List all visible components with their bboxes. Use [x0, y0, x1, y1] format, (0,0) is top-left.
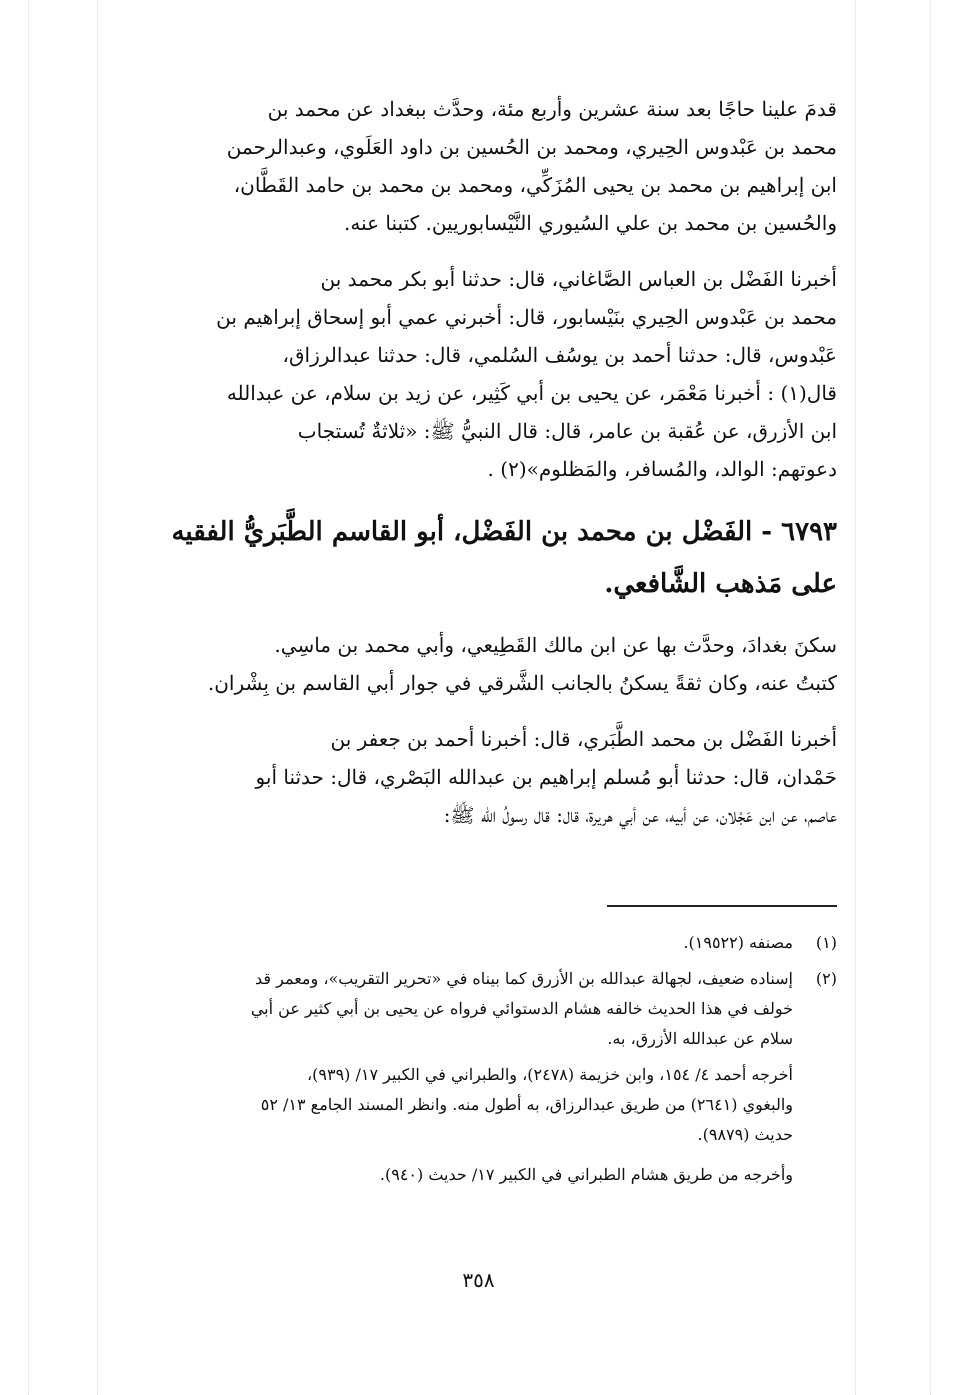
entry-heading-line: على مَذهب الشَّافعي.	[604, 569, 837, 599]
text-line: سكنَ بغدادَ، وحدَّث بها عن ابن مالك القَطِيعي، وأبي محمد بن ماسِي.	[274, 633, 837, 657]
footnote-2-continuation	[120, 1060, 793, 1190]
footnote-line: وأخرجه من طريق هشام الطبراني في الكبير ١٧/ حديث (٩٤٠).	[379, 1165, 793, 1184]
text-line: أخبرنا الفَضْل بن العباس الصَّاغاني، قال: حدثنا أبو بكر محمد بن	[320, 267, 837, 291]
footnote-line: إسناده ضعيف، لجهالة عبدالله بن الأزرق كما بيناه في «تحرير التقريب»، ومعمر قد	[255, 969, 793, 988]
footnote-1	[120, 928, 837, 958]
text-line: كتبتُ عنه، وكان ثقةً يسكنُ بالجانب الشَّرقي في جوار أبي القاسم بن بِشْران.	[207, 671, 837, 695]
paragraph-3	[120, 626, 837, 702]
footnote-2	[120, 964, 837, 1054]
footnote-number: (٢)	[815, 969, 837, 988]
footnote-body	[120, 928, 793, 958]
text-line: أخبرنا الفَضْل بن محمد الطَّبَري، قال: أخبرنا أحمد بن جعفر بن	[330, 727, 837, 751]
text-line: محمد بن عَبْدوس الحِيري، ومحمد بن الحُسين بن داود العَلَوي، وعبدالرحمن	[226, 135, 837, 159]
text-line: ابن إبراهيم بن محمد بن يحيى المُزَكِّي، ومحمد بن محمد بن حامد القَطَّان،	[233, 173, 837, 197]
text-line: قال(١) : أخبرنا مَعْمَر، عن يحيى بن أبي كَثِير، عن زيد بن سلام، عن عبدالله	[226, 381, 837, 405]
paragraph-2	[120, 260, 837, 488]
text-line: ابن الأزرق، عن عُقبة بن عامر، قال: قال النبيُّ ﷺ: «ثلاثةٌ تُستجاب	[297, 419, 837, 443]
footnote-line: والبغوي (٢٦٤١) من طريق عبدالرزاق، به أطول منه. وانظر المسند الجامع ١٣/ ٥٢	[260, 1095, 793, 1114]
text-line: قدمَ علينا حاجًا بعد سنة عشرين وأربع مئة، وحدَّث ببغداد عن محمد بن	[267, 97, 837, 121]
footnote-divider	[607, 905, 837, 907]
text-line: عَبْدوس، قال: حدثنا أحمد بن يوسُف السُلمي، قال: حدثنا عبدالرزاق،	[282, 343, 837, 367]
text-line: والحُسين بن محمد بن علي السُيوري النَّيْسابوريين. كتبنا عنه.	[343, 211, 837, 235]
entry-heading-line: ٦٧٩٣ - الفَضْل بن محمد بن الفَضْل، أبو القاسم الطَّبَريُّ الفقيه	[171, 517, 837, 547]
paragraph-1	[120, 90, 837, 242]
text-line: حَمْدان، قال: حدثنا أبو مُسلم إبراهيم بن عبدالله البَصْري، قال: حدثنا أبو	[255, 765, 837, 789]
text-line: عاصم، عن ابن عَجْلان، عن أبيه، عن أبي هريرة، قال: قال رسولُ الله ﷺ:	[443, 803, 837, 827]
footnote-line: خولف في هذا الحديث خالفه هشام الدستوائي فرواه عن يحيى بن أبي كثير عن أبي	[250, 999, 793, 1018]
page-number: ٣٥٨	[462, 1268, 495, 1292]
page-body	[120, 90, 837, 1350]
footnote-body	[120, 964, 793, 1054]
paragraph-4	[120, 720, 837, 834]
footnotes	[120, 928, 837, 1190]
footnote-line: أخرجه أحمد ٤/ ١٥٤، وابن خزيمة (٢٤٧٨)، والطبراني في الكبير ١٧/ (٩٣٩)،	[306, 1065, 793, 1084]
footnote-number: (١)	[815, 933, 837, 952]
text-line: محمد بن عَبْدوس الحِيري بنَيْسابور، قال: أخبرني عمي أبو إسحاق إبراهيم بن	[216, 305, 837, 329]
footnote-line: حديث (٩٨٧٩).	[697, 1125, 793, 1144]
footnote-line: مصنفه (١٩٥٢٢).	[683, 933, 793, 952]
entry-heading	[120, 506, 837, 610]
text-line: دعوتهم: الوالد، والمُسافر، والمَظلوم»(٢) .	[487, 457, 837, 481]
footnote-line: سلام عن عبدالله الأزرق، به.	[607, 1029, 793, 1048]
